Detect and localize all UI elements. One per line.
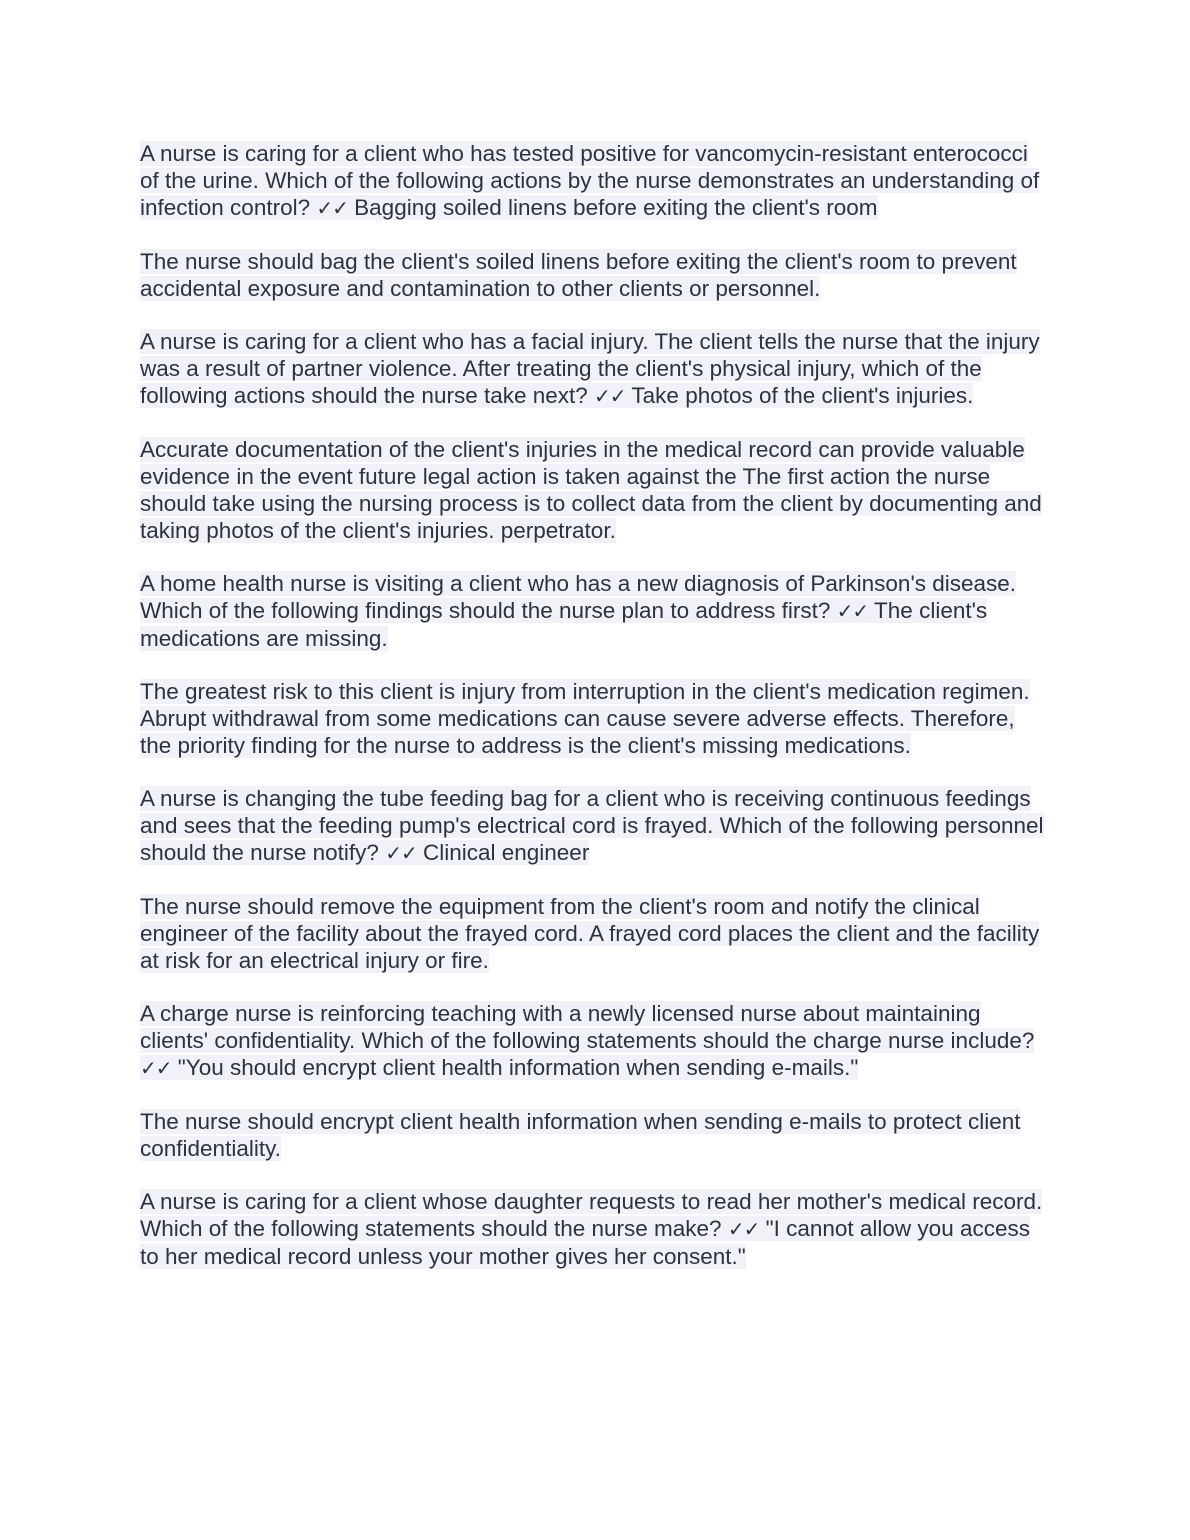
question-text: A nurse is caring for a client whose daughter requests to read her mother's medical record. Which of the following statements should the nurse make? (140, 1189, 1043, 1241)
document-body (140, 140, 1052, 1296)
rationale-text: The nurse should encrypt client health information when sending e-mails to protect client confidentiality. (140, 1109, 1021, 1161)
rationale-paragraph (140, 248, 1052, 302)
answer-text: "You should encrypt client health information when sending e-mails." (177, 1055, 859, 1080)
answer-text: Take photos of the client's injuries. (631, 383, 974, 408)
question-paragraph (140, 570, 1052, 652)
check-icon: ✓✓ (594, 384, 626, 408)
rationale-text: The nurse should remove the equipment from the client's room and notify the clinical engineer of the facility about the frayed cord. A frayed cord places the client and the facility at risk for an electrical injury or fire. (140, 894, 1040, 973)
question-text: A charge nurse is reinforcing teaching with a newly licensed nurse about maintaining clients' confidentiality. Which of the following statements should the charge nurse include? (140, 1001, 1035, 1053)
rationale-paragraph (140, 678, 1052, 759)
question-paragraph (140, 1000, 1052, 1082)
rationale-paragraph (140, 436, 1052, 544)
answer-text: Clinical engineer (422, 840, 590, 865)
rationale-text: Accurate documentation of the client's injuries in the medical record can provide valuable evidence in the event future legal action is taken against the The first action the nurse should take using the nursing process is to collect data from the client by documenting and taking photos of the client's injuries. perpetrator. (140, 437, 1042, 543)
question-text: A nurse is caring for a client who has tested positive for vancomycin-resistant enterococci of the urine. Which of the following actions by the nurse demonstrates an understanding of infection control? (140, 141, 1040, 220)
answer-text: The client's medications are missing. (140, 598, 988, 651)
check-icon: ✓✓ (140, 1056, 172, 1080)
answer-text: "I cannot allow you access to her medical record unless your mother gives her consent." (140, 1216, 1030, 1269)
question-text: A nurse is changing the tube feeding bag for a client who is receiving continuous feedings and sees that the feeding pump's electrical cord is frayed. Which of the following personnel should the nurse notify? (140, 786, 1044, 865)
rationale-paragraph (140, 893, 1052, 974)
question-paragraph (140, 785, 1052, 867)
question-paragraph (140, 328, 1052, 410)
rationale-text: The greatest risk to this client is injury from interruption in the client's medication regimen. Abrupt withdrawal from some medications can cause severe adverse effects. Therefore, the priority finding for the nurse to address is the client's missing medications. (140, 679, 1030, 758)
rationale-paragraph (140, 1108, 1052, 1162)
rationale-text: The nurse should bag the client's soiled linens before exiting the client's room to prevent accidental exposure and contamination to other clients or personnel. (140, 249, 1017, 301)
answer-text: Bagging soiled linens before exiting the client's room (354, 195, 878, 220)
check-icon: ✓✓ (727, 1217, 760, 1241)
question-text: A nurse is caring for a client who has a facial injury. The client tells the nurse that the injury was a result of partner violence. After treating the client's physical injury, which of the following actions should the nurse take next? (140, 329, 1040, 408)
check-icon: ✓✓ (316, 196, 348, 220)
question-paragraph (140, 140, 1052, 222)
question-text: A home health nurse is visiting a client who has a new diagnosis of Parkinson's disease. Which of the following findings should the nurse plan to address first? (140, 571, 1017, 623)
question-paragraph (140, 1188, 1052, 1270)
check-icon: ✓✓ (385, 841, 417, 865)
check-icon: ✓✓ (836, 599, 869, 623)
